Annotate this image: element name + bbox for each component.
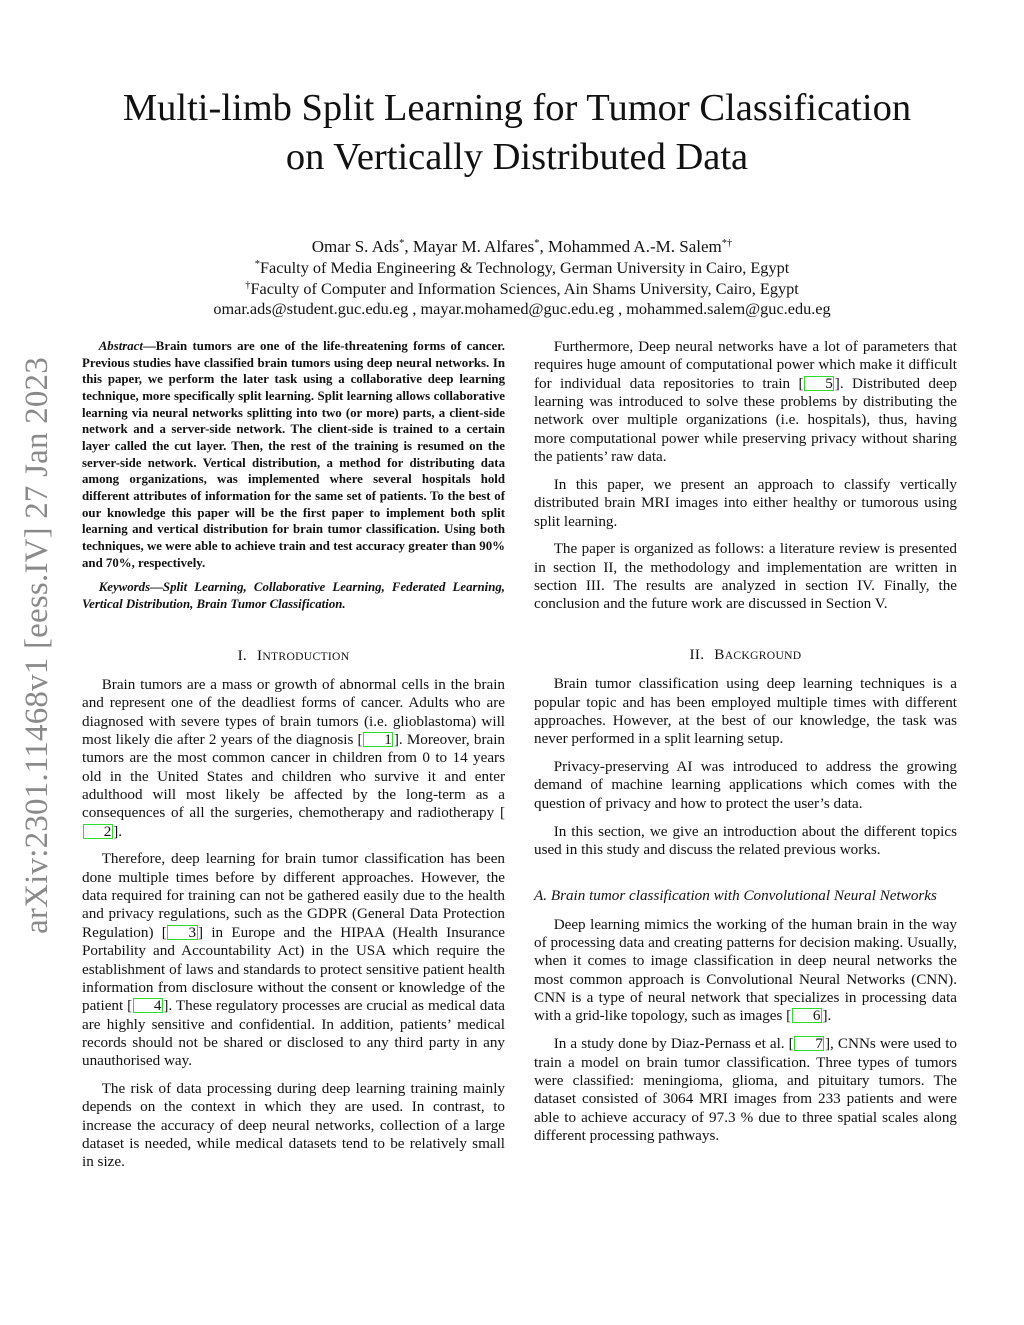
- author-names: [100, 236, 944, 258]
- arxiv-identifier-text: arXiv:2301.11468v1 [eess.IV] 27 Jan 2023: [18, 356, 55, 934]
- author-3: Mohammed A.-M. Salem: [547, 237, 722, 256]
- text-run: In a study done by Diaz-Pernass et al. [: [553, 1035, 794, 1053]
- section-title-rest: ACKGROUND: [724, 648, 802, 662]
- text-run: Furthermore, Deep neural networks have a lot of parameters that requires huge amount of computational power which make it difficult for individual data repositories to train [: [534, 338, 957, 392]
- keywords-label: Keywords: [98, 580, 151, 595]
- right-column: [534, 338, 957, 1145]
- text-run: ]. Distributed deep learning was introduced to solve these problems by distributing the network over multiple organizations (i.e. hospitals), thus, having more computational power while preserving privacy without sharing the patients’ raw data.: [534, 374, 957, 466]
- abstract-label: Abstract: [98, 339, 143, 353]
- citation-link[interactable]: 7: [794, 1036, 824, 1051]
- text-run: ]. These regulatory processes are crucial as medical data are highly sensitive and confidential. In addition, patients’ medical records should not be shared or disclosed to any third party in any unauthorised way.: [82, 997, 505, 1070]
- separator: ,: [404, 237, 413, 256]
- citation-link[interactable]: 4: [133, 998, 163, 1013]
- text-run: ]. Moreover, brain tumors are the most common cancer in children from 0 to 14 years old in the United States and children who survive it and enter adulthood will most likely be affected by the long-term as a consequences of all the surgeries, chemotherapy and radiotherapy [: [82, 730, 505, 822]
- citation-link[interactable]: 6: [792, 1008, 822, 1023]
- author-emails: omar.ads@student.guc.edu.eg , mayar.mohamed@guc.edu.eg , mohammed.salem@guc.edu.eg: [213, 299, 831, 318]
- keywords-dash: —: [150, 580, 163, 595]
- section-heading-background: [534, 646, 957, 665]
- intro-paragraph-3: The risk of data processing during deep learning training mainly depends on the context in which they are used. In contrast, to increase the accuracy of deep neural networks, collection of a large dataset is needed, while medical datasets tend to be relatively small in size.: [82, 1080, 505, 1171]
- paper-title: [60, 84, 974, 182]
- section-title-initial: B: [714, 645, 725, 663]
- affiliation-mark: [722, 238, 733, 249]
- title-line-1: Multi-limb Split Learning for Tumor Classification: [122, 87, 912, 129]
- section-number: I.: [237, 646, 248, 664]
- text-run: ], CNNs were used to train a model on brain tumor classification. Three types of tumors were classified: meningioma, glioma, and pituitary tumors. The dataset consisted of 3064 MRI images from 233 patients and were able to achieve accuracy of 97.3 % due to three spatial scales along different processing pathways.: [534, 1035, 957, 1144]
- intro-paragraph-1: [82, 676, 505, 841]
- dagger-mark: †: [726, 238, 733, 249]
- text-run: Deep learning mimics the working of the human brain in the way of processing data and creating patterns for decision making. Usually, when it comes to image classification in deep neural networks the most common approach is Convolutional Neural Networks (CNN). CNN is a type of neural network that specializes in processing data with a grid-like topology, such as images [: [534, 915, 957, 1025]
- star-mark: *: [721, 238, 727, 249]
- abstract-dash: —: [142, 339, 156, 353]
- subsection-a-paragraph-1: [534, 916, 957, 1026]
- affiliation-mark: *: [254, 259, 260, 270]
- author-1: Omar S. Ads: [311, 237, 400, 256]
- abstract-text: Brain tumors are one of the life-threatening forms of cancer. Previous studies have classified brain tumors using deep neural networks. In this paper, we perform the later task using a collaborative deep learning technique, more specifically split learning. Split learning allows collaborative learning via neural networks splitting into two (or more) parts, a client-side network and a server-side network. The client-side is trained to a certain layer called the cut layer. Then, the rest of the training is resumed on the server-side network. Vertical distribution, a method for distributing data among organizations, was implemented where several hospitals hold different attributes of information for the same set of patients. To the best of our knowledge this paper will be the first paper to implement both split learning and vertical distribution for brain tumor classification. Using both techniques, we were able to achieve train and test accuracy greater than 90% and 70%, respectively.: [82, 339, 505, 570]
- intro-paragraph-6: The paper is organized as follows: a literature review is presented in section II, the methodology and implementation are written in section III. The results are analyzed in section IV. Finally, the conclusion and the future work are discussed in Section V.: [534, 540, 957, 613]
- author-2: Mayar M. Alfares: [412, 237, 535, 256]
- text-run: Brain tumors are a mass or growth of abnormal cells in the brain and represent one of the deadliest forms of cancer. Adults who are diagnosed with severe types of brain tumors (i.e. glioblastoma) will most likely die after 2 years of the diagnosis [: [82, 675, 505, 748]
- text-run: Therefore, deep learning for brain tumor classification has been done multiple times before by different approaches. However, the data required for training can not be gathered easily due to the health and privacy regulations, such as the GDPR (General Data Protection Regulation) [: [82, 850, 505, 941]
- affiliation-mark: *: [399, 238, 405, 249]
- section-number: II.: [689, 645, 705, 663]
- separator: ,: [539, 237, 548, 256]
- subsection-a-paragraph-2: [534, 1035, 957, 1145]
- background-paragraph-3: In this section, we give an introduction about the different topics used in this study and discuss the related previous works.: [534, 822, 957, 858]
- intro-paragraph-5: In this paper, we present an approach to classify vertically distributed brain MRI images into either healthy or tumorous using split learning.: [534, 475, 957, 530]
- intro-paragraph-2: [82, 850, 505, 1070]
- text-run: ].: [113, 822, 123, 840]
- background-paragraph-1: Brain tumor classification using deep learning techniques is a popular topic and has been employed multiple times with different approaches. However, at the best of our knowledge, the task was never performed in a split learning setup.: [534, 675, 957, 748]
- affiliation-mark: †: [245, 279, 251, 291]
- keywords: [82, 579, 505, 612]
- abstract: [82, 338, 505, 571]
- affiliation-1: [100, 258, 944, 279]
- text-run: ] in Europe and the HIPAA (Health Insurance Portability and Accountability Act) in the USA which require the establishment of laws and standards to protect sensitive patient health information from disclosure without the consent or knowledge of the patient [: [82, 923, 505, 1015]
- subsection-heading-cnn: A. Brain tumor classification with Convolutional Neural Networks: [534, 887, 937, 905]
- citation-link[interactable]: 5: [804, 376, 834, 391]
- keywords-text: Split Learning, Collaborative Learning, Federated Learning, Vertical Distribution, Brain Tumor Classification.: [82, 580, 505, 611]
- affiliation-1-text: Faculty of Media Engineering & Technology, German University in Cairo, Egypt: [260, 258, 790, 277]
- left-column: [82, 338, 505, 1172]
- title-line-2: on Vertically Distributed Data: [285, 136, 749, 178]
- affiliation-2: [100, 279, 944, 300]
- section-title-rest: NTRODUCTION: [262, 649, 350, 663]
- text-run: ].: [822, 1007, 832, 1025]
- author-block: [100, 236, 944, 320]
- background-paragraph-2: Privacy-preserving AI was introduced to address the growing demand of machine learning applications which comes with the question of privacy and how to protect the user’s data.: [534, 758, 957, 812]
- citation-link[interactable]: 3: [167, 925, 197, 940]
- citation-link[interactable]: 2: [83, 824, 113, 839]
- affiliation-2-text: Faculty of Computer and Information Sciences, Ain Shams University, Cairo, Egypt: [250, 278, 799, 298]
- arxiv-identifier-stamp: [14, 335, 60, 955]
- intro-paragraph-4: [534, 338, 957, 466]
- section-title-initial: I: [257, 646, 263, 664]
- affiliation-mark: *: [534, 238, 540, 249]
- citation-link[interactable]: 1: [363, 732, 393, 747]
- section-heading-introduction: [82, 647, 505, 666]
